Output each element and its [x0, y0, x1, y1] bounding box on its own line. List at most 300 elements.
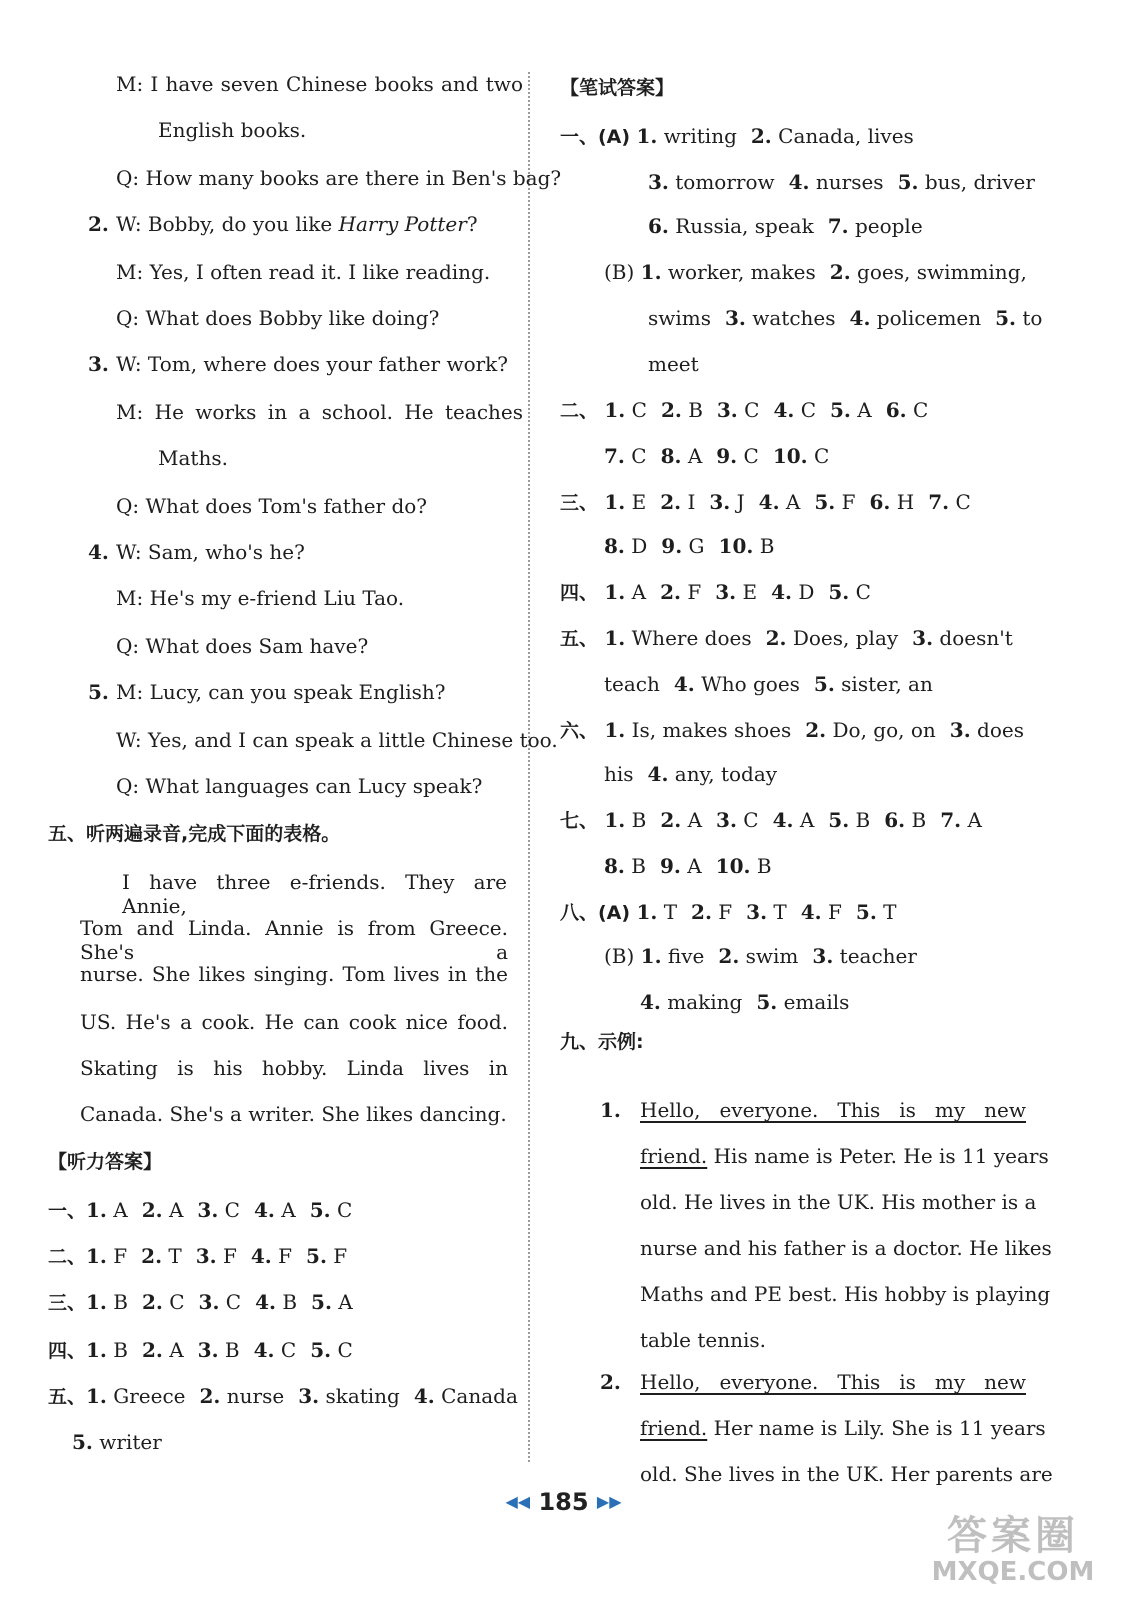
item-number: 7. [928, 490, 950, 514]
item-number: 1. [86, 1338, 107, 1362]
item-answer: C [336, 1198, 353, 1222]
item-number: 9. [716, 444, 738, 468]
item-number: 5. [828, 808, 850, 832]
speaker-label: Q: [116, 166, 140, 190]
item-number: 1. [86, 1384, 107, 1408]
example-text: His name is Peter. He is 11 years [707, 1144, 1049, 1168]
answer-row [48, 1198, 352, 1223]
item-answer: B [911, 808, 927, 832]
answer-row [48, 1384, 518, 1409]
item-number: 3. [197, 1338, 219, 1362]
item-answer: swim [745, 944, 799, 968]
item-number: 3. [812, 944, 834, 968]
section-label: 二、 [48, 1246, 87, 1268]
dialogue-content [116, 728, 558, 752]
dialogue-content [116, 72, 523, 96]
item-answer: C [855, 580, 871, 604]
dialogue-text: What does Sam have? [145, 634, 369, 658]
item-answer: A [687, 808, 703, 832]
item-number: 2. [141, 1338, 163, 1362]
item-answer: Greece [113, 1384, 186, 1408]
item-number: 1. [604, 808, 626, 832]
item-answer: swims [648, 306, 712, 330]
item-number: 5. [897, 170, 919, 194]
section-label: 二、 [560, 400, 599, 422]
section-label: 三、 [560, 492, 599, 514]
item-number: 3. [949, 718, 971, 742]
item-answer: C [800, 398, 817, 422]
item-answer: C [743, 808, 759, 832]
item-number: 2. [718, 944, 740, 968]
dialogue-text: Maths. [158, 446, 228, 470]
item-number: 2. [660, 808, 682, 832]
item-answer: A [799, 808, 815, 832]
section-label: 七、 [560, 810, 599, 832]
dialogue-content [116, 680, 446, 704]
item-answer: B [756, 854, 772, 878]
answer-row [560, 398, 1030, 423]
passage-line: Tom and Linda. Annie is from Greece. She's a [80, 916, 508, 964]
item-answer: C [955, 490, 971, 514]
item-answer: A [168, 1198, 184, 1222]
speaker-label: Q: [116, 774, 140, 798]
item-answer: D [631, 534, 648, 558]
example-line: table tennis. [640, 1328, 767, 1352]
section-label: 四、 [560, 582, 599, 604]
item-number: 7. [827, 214, 849, 238]
speaker-label: M: [116, 260, 144, 284]
item-number: 5. [813, 672, 835, 696]
item-answer: B [631, 808, 647, 832]
item-number: 2. [660, 580, 681, 604]
item-number: 2. [765, 626, 787, 650]
item-number: 3. [716, 398, 738, 422]
dialogue-text: Bobby, do you like [147, 212, 339, 236]
answer-row [560, 808, 1030, 833]
section-label: 三、 [48, 1292, 87, 1314]
example-underlined-word: friend. [640, 1144, 708, 1168]
answer-row [560, 490, 1030, 515]
item-answer: Does, play [792, 626, 899, 650]
dialogue-text: I have seven Chinese books and two [150, 72, 523, 96]
item-number: 4. [647, 762, 669, 786]
item-number: 6. [884, 808, 906, 832]
item-answer: B [855, 808, 871, 832]
question-number: 4. [88, 540, 109, 564]
item-answer: F [223, 1244, 237, 1268]
item-number: 3. [709, 490, 731, 514]
item-number: 1. [604, 626, 626, 650]
passage-line: US. He's a cook. He can cook nice food. [80, 1010, 508, 1034]
dialogue-text: He works in a school. He teaches [154, 400, 524, 424]
dialogue-content [116, 634, 368, 658]
item-answer: I [687, 490, 696, 514]
item-number: 1. [86, 1290, 107, 1314]
item-number: 1. [604, 398, 626, 422]
watermark-text: 答案圈 [947, 1513, 1079, 1559]
item-answer: goes, swimming, [857, 260, 1027, 284]
item-answer: D [798, 580, 815, 604]
item-number: 6. [869, 490, 891, 514]
watermark-logo [913, 1504, 1113, 1592]
dialogue-content [116, 260, 490, 284]
speaker-label: Q: [116, 306, 140, 330]
page-number: 185 [538, 1488, 589, 1516]
item-answer: teach [604, 672, 660, 696]
dialogue-content [116, 212, 478, 236]
speaker-label: W: [116, 540, 142, 564]
section-label: 一、(A) [560, 126, 631, 148]
item-answer: A [857, 398, 872, 422]
item-answer: J [736, 490, 745, 514]
speaker-label: W: [116, 212, 142, 236]
dialogue-text: He's my e-friend Liu Tao. [149, 586, 405, 610]
item-number: 5. [309, 1198, 331, 1222]
section-label: (B) [604, 260, 635, 284]
dialogue-content [116, 306, 439, 330]
item-number: 3. [195, 1244, 217, 1268]
passage-line: nurse. She likes singing. Tom lives in the [80, 962, 508, 986]
item-number: 4. [800, 900, 822, 924]
dialogue-content [158, 118, 306, 142]
item-number: 1. [86, 1198, 107, 1222]
item-number: 3. [197, 1198, 219, 1222]
item-answer: F [718, 900, 733, 924]
example-line [640, 1416, 1046, 1440]
item-answer: Is, makes shoes [631, 718, 792, 742]
column-divider [528, 72, 530, 1462]
item-answer: nurse [226, 1384, 285, 1408]
passage-line: Skating is his hobby. Linda lives in [80, 1056, 508, 1080]
item-answer: B [282, 1290, 298, 1314]
item-number: 6. [885, 398, 907, 422]
answer-row [648, 170, 1035, 194]
section-label: (B) [604, 944, 635, 968]
answer-row [48, 1244, 347, 1269]
item-answer: to [1022, 306, 1043, 330]
item-answer: C [631, 398, 647, 422]
dialogue-content [116, 774, 482, 798]
item-answer: people [854, 214, 923, 238]
item-answer: A [281, 1198, 296, 1222]
item-answer: B [224, 1338, 240, 1362]
example-number: 2. [600, 1370, 621, 1394]
item-answer: policemen [876, 306, 982, 330]
answer-row [640, 990, 849, 1014]
item-answer: A [338, 1290, 353, 1314]
item-answer: five [667, 944, 705, 968]
answer-row [560, 718, 1024, 743]
book-title: Harry Potter [338, 212, 467, 236]
item-answer: C [631, 444, 647, 468]
item-answer: teacher [839, 944, 917, 968]
item-number: 2. [660, 398, 682, 422]
item-answer: A [687, 854, 702, 878]
item-number: 2. [750, 124, 772, 148]
item-answer: his [604, 762, 634, 786]
answer-row [560, 626, 1013, 651]
item-answer: Where does [631, 626, 752, 650]
item-number: 4. [788, 170, 810, 194]
answer-row [560, 124, 914, 149]
speaker-label: M: [116, 680, 144, 704]
item-number: 5. [310, 1338, 332, 1362]
passage-line: Canada. She's a writer. She likes dancing. [80, 1102, 507, 1126]
section-label: 五、 [48, 1386, 87, 1408]
item-number: 3. [725, 306, 746, 330]
item-number: 3. [912, 626, 934, 650]
item-number: 7. [940, 808, 962, 832]
item-number: 8. [604, 854, 625, 878]
answer-row [560, 900, 897, 925]
item-answer: worker, makes [667, 260, 816, 284]
item-number: 5. [306, 1244, 327, 1268]
answer-row [48, 1338, 353, 1363]
item-number: 1. [640, 944, 662, 968]
answer-row [648, 306, 1042, 330]
item-number: 4. [413, 1384, 435, 1408]
dialogue-text: What languages can Lucy speak? [145, 774, 483, 798]
item-number: 3. [716, 808, 737, 832]
item-answer: A [631, 580, 647, 604]
item-answer: F [687, 580, 702, 604]
item-answer: nurses [815, 170, 884, 194]
item-number: 1. [604, 580, 626, 604]
answer-row [604, 854, 772, 878]
item-answer: A [113, 1198, 128, 1222]
item-number: 6. [648, 214, 669, 238]
item-answer: writing [663, 124, 737, 148]
item-answer: Canada [441, 1384, 518, 1408]
passage-line: I have three e-friends. They are Annie, [122, 870, 507, 918]
item-answer: E [742, 580, 758, 604]
question-number: 3. [88, 352, 109, 376]
item-answer: F [841, 490, 856, 514]
item-number: 4. [673, 672, 695, 696]
item-number: 8. [660, 444, 682, 468]
item-number: 9. [659, 854, 681, 878]
item-answer: does [977, 718, 1024, 742]
example-underlined-line: Hello, everyone. This is my new [640, 1098, 1026, 1122]
item-answer: A [687, 444, 703, 468]
question-number: 5. [88, 680, 109, 704]
item-number: 5. [995, 306, 1017, 330]
item-answer: Russia, speak [675, 214, 814, 238]
item-number: 10. [715, 854, 751, 878]
item-answer: B [113, 1338, 128, 1362]
dialogue-content [116, 494, 427, 518]
answer-row [648, 352, 699, 376]
item-number: 4. [253, 1338, 275, 1362]
item-answer: B [631, 854, 646, 878]
watermark-url: MXQE.COM [931, 1557, 1095, 1587]
item-answer: C [224, 1198, 240, 1222]
item-answer: A [169, 1338, 184, 1362]
answer-row [72, 1430, 162, 1454]
answer-row [604, 534, 774, 558]
answer-row [560, 580, 871, 605]
item-number: 2. [141, 1198, 163, 1222]
dialogue-text: Lucy, can you speak English? [149, 680, 446, 704]
item-number: 2. [829, 260, 851, 284]
speaker-label: Q: [116, 634, 140, 658]
item-number: 2. [691, 900, 712, 924]
item-number: 2. [141, 1244, 163, 1268]
item-answer: C [337, 1338, 353, 1362]
item-answer: T [883, 900, 897, 924]
item-answer: C [912, 398, 929, 422]
item-number: 4. [758, 490, 780, 514]
item-answer: watches [752, 306, 836, 330]
item-answer: B [113, 1290, 128, 1314]
item-number: 5. [756, 990, 778, 1014]
item-number: 1. [636, 900, 658, 924]
written-answers-title: 【笔试答案】 [560, 77, 675, 99]
item-answer: C [744, 398, 760, 422]
answer-row [604, 444, 829, 468]
item-answer: F [828, 900, 842, 924]
item-number: 2. [660, 490, 682, 514]
dialogue-text: What does Tom's father do? [145, 494, 428, 518]
answer-row [648, 214, 923, 238]
section-label: 四、 [48, 1340, 87, 1362]
item-number: 1. [604, 718, 626, 742]
section-five-title: 五、听两遍录音,完成下面的表格。 [48, 823, 341, 845]
item-number: 4. [771, 580, 792, 604]
item-number: 7. [604, 444, 625, 468]
item-answer: skating [325, 1384, 400, 1408]
item-number: 3. [715, 580, 737, 604]
item-answer: C [813, 444, 830, 468]
item-answer: tomorrow [675, 170, 775, 194]
section-label: 六、 [560, 720, 599, 742]
section-label: 五、 [560, 628, 599, 650]
item-answer: F [278, 1244, 293, 1268]
item-answer: any, today [674, 762, 778, 786]
item-answer: doesn't [939, 626, 1013, 650]
speaker-label: W: [116, 728, 142, 752]
item-answer: T [663, 900, 678, 924]
example-text: Her name is Lily. She is 11 years [707, 1416, 1046, 1440]
dialogue-content [116, 352, 508, 376]
item-number: 3. [198, 1290, 220, 1314]
item-number: 3. [298, 1384, 320, 1408]
example-underlined-word: friend. [640, 1416, 708, 1440]
item-answer: E [631, 490, 647, 514]
item-number: 10. [772, 444, 808, 468]
answer-row [604, 672, 933, 696]
item-answer: H [896, 490, 915, 514]
item-answer: Canada, lives [778, 124, 914, 148]
answer-row [604, 260, 1027, 284]
dialogue-text: English books. [158, 118, 307, 142]
item-answer: F [113, 1244, 128, 1268]
item-number: 4. [255, 1290, 276, 1314]
dialogue-text: How many books are there in Ben's bag? [145, 166, 562, 190]
example-underlined-line: Hello, everyone. This is my new [640, 1370, 1026, 1394]
item-number: 4. [772, 808, 794, 832]
item-answer: A [967, 808, 982, 832]
dialogue-content [116, 540, 305, 564]
item-number: 9. [661, 534, 683, 558]
item-number: 8. [604, 534, 625, 558]
listening-answers-title: 【听力答案】 [48, 1151, 163, 1173]
item-number: 5. [830, 398, 851, 422]
dialogue-content [116, 166, 561, 190]
answer-row [604, 944, 917, 968]
item-answer: meet [648, 352, 699, 376]
item-answer: Who goes [701, 672, 800, 696]
speaker-label: M: [116, 586, 144, 610]
item-answer: B [759, 534, 775, 558]
example-line: old. She lives in the UK. Her parents are [640, 1462, 1053, 1486]
item-answer: T [168, 1244, 182, 1268]
item-number: 1. [640, 260, 662, 284]
item-answer: bus, driver [924, 170, 1035, 194]
item-answer: sister, an [841, 672, 933, 696]
item-number: 5. [814, 490, 836, 514]
dialogue-content [116, 400, 523, 424]
section-label: 八、(A) [560, 902, 631, 924]
item-number: 5. [311, 1290, 332, 1314]
item-answer: C [743, 444, 759, 468]
dialogue-text: Yes, I often read it. I like reading. [149, 260, 491, 284]
item-number: 1. [636, 124, 658, 148]
item-number: 4. [250, 1244, 272, 1268]
next-arrows-icon: ▶▶ [596, 1492, 622, 1511]
item-answer: A [785, 490, 801, 514]
question-number: 2. [88, 212, 109, 236]
item-number: 5. [828, 580, 850, 604]
dialogue-text: Tom, where does your father work? [147, 352, 509, 376]
item-number: 1. [604, 490, 626, 514]
dialogue-content [158, 446, 228, 470]
speaker-label: Q: [116, 494, 140, 518]
example-number: 1. [600, 1098, 621, 1122]
section-label: 一、 [48, 1200, 87, 1222]
item-answer: G [688, 534, 705, 558]
item-number: 1. [86, 1244, 107, 1268]
dialogue-text: Sam, who's he? [147, 540, 305, 564]
item-answer: C [280, 1338, 297, 1362]
dialogue-text-after: ? [466, 212, 478, 236]
item-number: 4. [849, 306, 871, 330]
item-number: 4. [773, 398, 795, 422]
item-answer: writer [99, 1430, 162, 1454]
speaker-label: M: [116, 72, 144, 96]
item-number: 4. [253, 1198, 275, 1222]
dialogue-content [116, 586, 404, 610]
item-number: 5. [855, 900, 877, 924]
item-answer: C [169, 1290, 185, 1314]
example-line [640, 1144, 1049, 1168]
item-answer: B [688, 398, 703, 422]
item-answer: emails [783, 990, 850, 1014]
dialogue-text: What does Bobby like doing? [145, 306, 440, 330]
speaker-label: W: [116, 352, 142, 376]
dialogue-text: Yes, and I can speak a little Chinese too. [147, 728, 558, 752]
example-title: 九、示例: [560, 1031, 644, 1053]
item-number: 3. [648, 170, 669, 194]
item-number: 10. [718, 534, 754, 558]
item-answer: Do, go, on [832, 718, 936, 742]
item-number: 2. [141, 1290, 163, 1314]
answer-row [48, 1290, 353, 1315]
item-answer: F [333, 1244, 348, 1268]
example-line: old. He lives in the UK. His mother is a [640, 1190, 1037, 1214]
item-number: 4. [640, 990, 661, 1014]
example-line: Maths and PE best. His hobby is playing [640, 1282, 1051, 1306]
